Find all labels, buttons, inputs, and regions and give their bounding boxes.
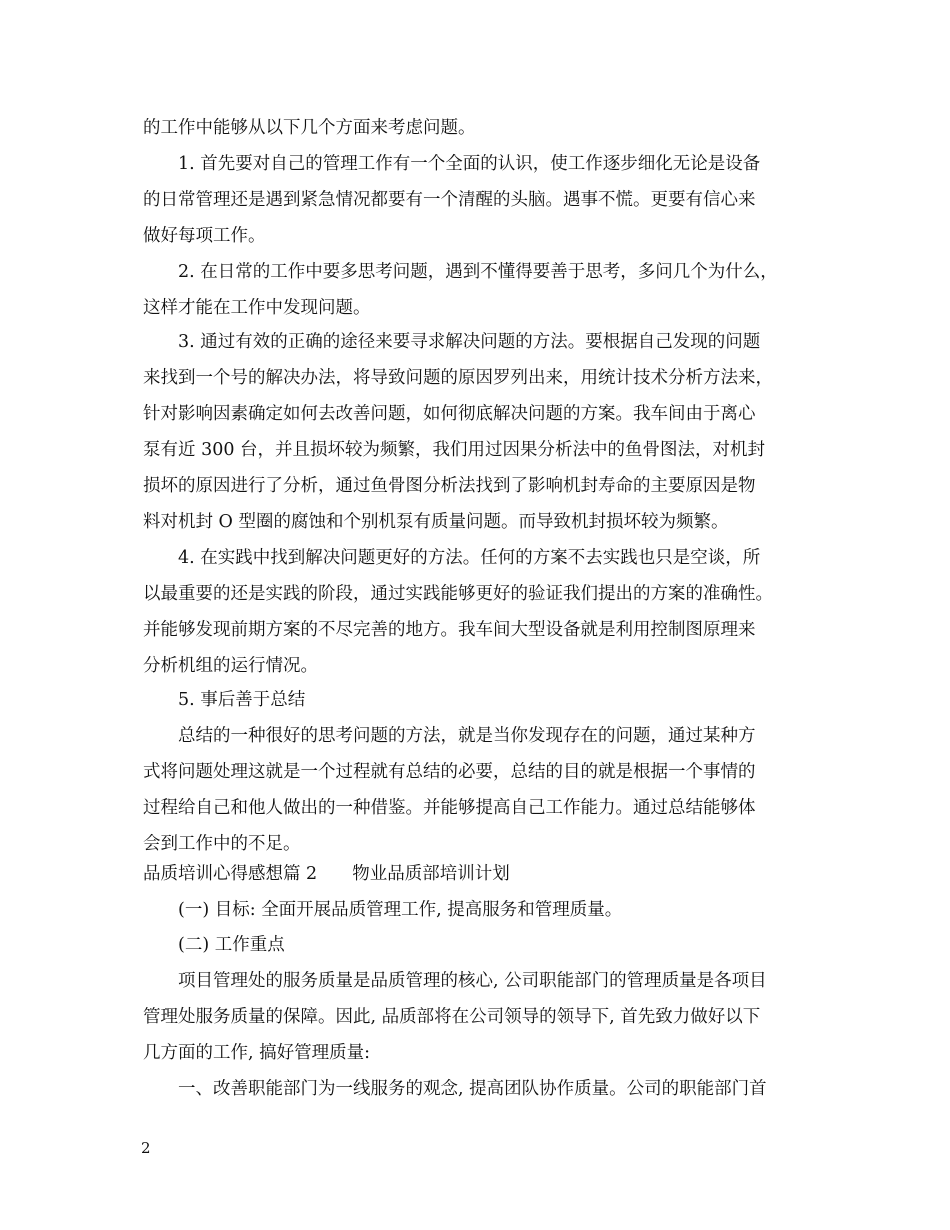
text-line: 一、改善职能部门为一线服务的观念, 提高团队协作质量。公司的职能部门首 [178, 1079, 767, 1099]
text-line: 总结的一种很好的思考问题的方法，就是当你发现存在的问题，通过某种方 [178, 726, 756, 746]
page-number: 2 [141, 1139, 151, 1157]
text-line: 几方面的工作, 搞好管理质量: [143, 1043, 371, 1063]
text-line: 损坏的原因进行了分析，通过鱼骨图分析法找到了影响机封寿命的主要原因是物 [143, 476, 756, 496]
text-line: (一) 目标: 全面开展品质管理工作, 提高服务和管理质量。 [178, 900, 623, 920]
text-line: 过程给自己和他人做出的一种借鉴。并能够提高自己工作能力。通过总结能够体 [143, 798, 756, 818]
text-line: 项目管理处的服务质量是品质管理的核心, 公司职能部门的管理质量是各项目 [178, 971, 767, 991]
text-line: 会到工作中的不足。 [143, 834, 301, 854]
text-line: 料对机封 O 型圈的腐蚀和个别机泵有质量问题。而导致机封损坏较为频繁。 [143, 512, 729, 532]
text-line: 做好每项工作。 [143, 226, 266, 246]
text-line: 来找到一个号的解决办法，将导致问题的原因罗列出来，用统计技术分析方法来， [143, 368, 773, 388]
text-line: 并能够发现前期方案的不尽完善的地方。我车间大型设备就是利用控制图原理来 [143, 620, 756, 640]
text-line: 3. 通过有效的正确的途径来要寻求解决问题的方法。要根据自己发现的问题 [178, 332, 761, 352]
text-line: 以最重要的还是实践的阶段，通过实践能够更好的验证我们提出的方案的准确性。 [143, 584, 773, 604]
text-line: 式将问题处理这就是一个过程就有总结的必要，总结的目的就是根据一个事情的 [143, 762, 756, 782]
text-line: 品质培训心得感想篇 2 物业品质部培训计划 [143, 864, 510, 884]
text-line: 这样才能在工作中发现问题。 [143, 298, 371, 318]
text-line: 针对影响因素确定如何去改善问题，如何彻底解决问题的方案。我车间由于离心 [143, 404, 756, 424]
text-line: 管理处服务质量的保障。因此, 品质部将在公司领导的领导下, 首先致力做好以下 [143, 1007, 761, 1027]
text-line: (二) 工作重点 [178, 935, 285, 955]
text-line: 2. 在日常的工作中要多思考问题，遇到不懂得要善于思考，多问几个为什么， [178, 262, 778, 282]
text-line: 的日常管理还是遇到紧急情况都要有一个清醒的头脑。遇事不慌。更要有信心来 [143, 190, 756, 210]
text-line: 的工作中能够从以下几个方面来考虑问题。 [143, 118, 476, 138]
text-line: 5. 事后善于总结 [178, 690, 306, 710]
text-line: 分析机组的运行情况。 [143, 656, 318, 676]
text-line: 1. 首先要对自己的管理工作有一个全面的认识，使工作逐步细化无论是设备 [178, 154, 761, 174]
text-line: 4. 在实践中找到解决问题更好的方法。任何的方案不去实践也只是空谈，所 [178, 548, 761, 568]
text-line: 泵有近 300 台，并且损坏较为频繁，我们用过因果分析法中的鱼骨图法，对机封 [143, 440, 766, 460]
